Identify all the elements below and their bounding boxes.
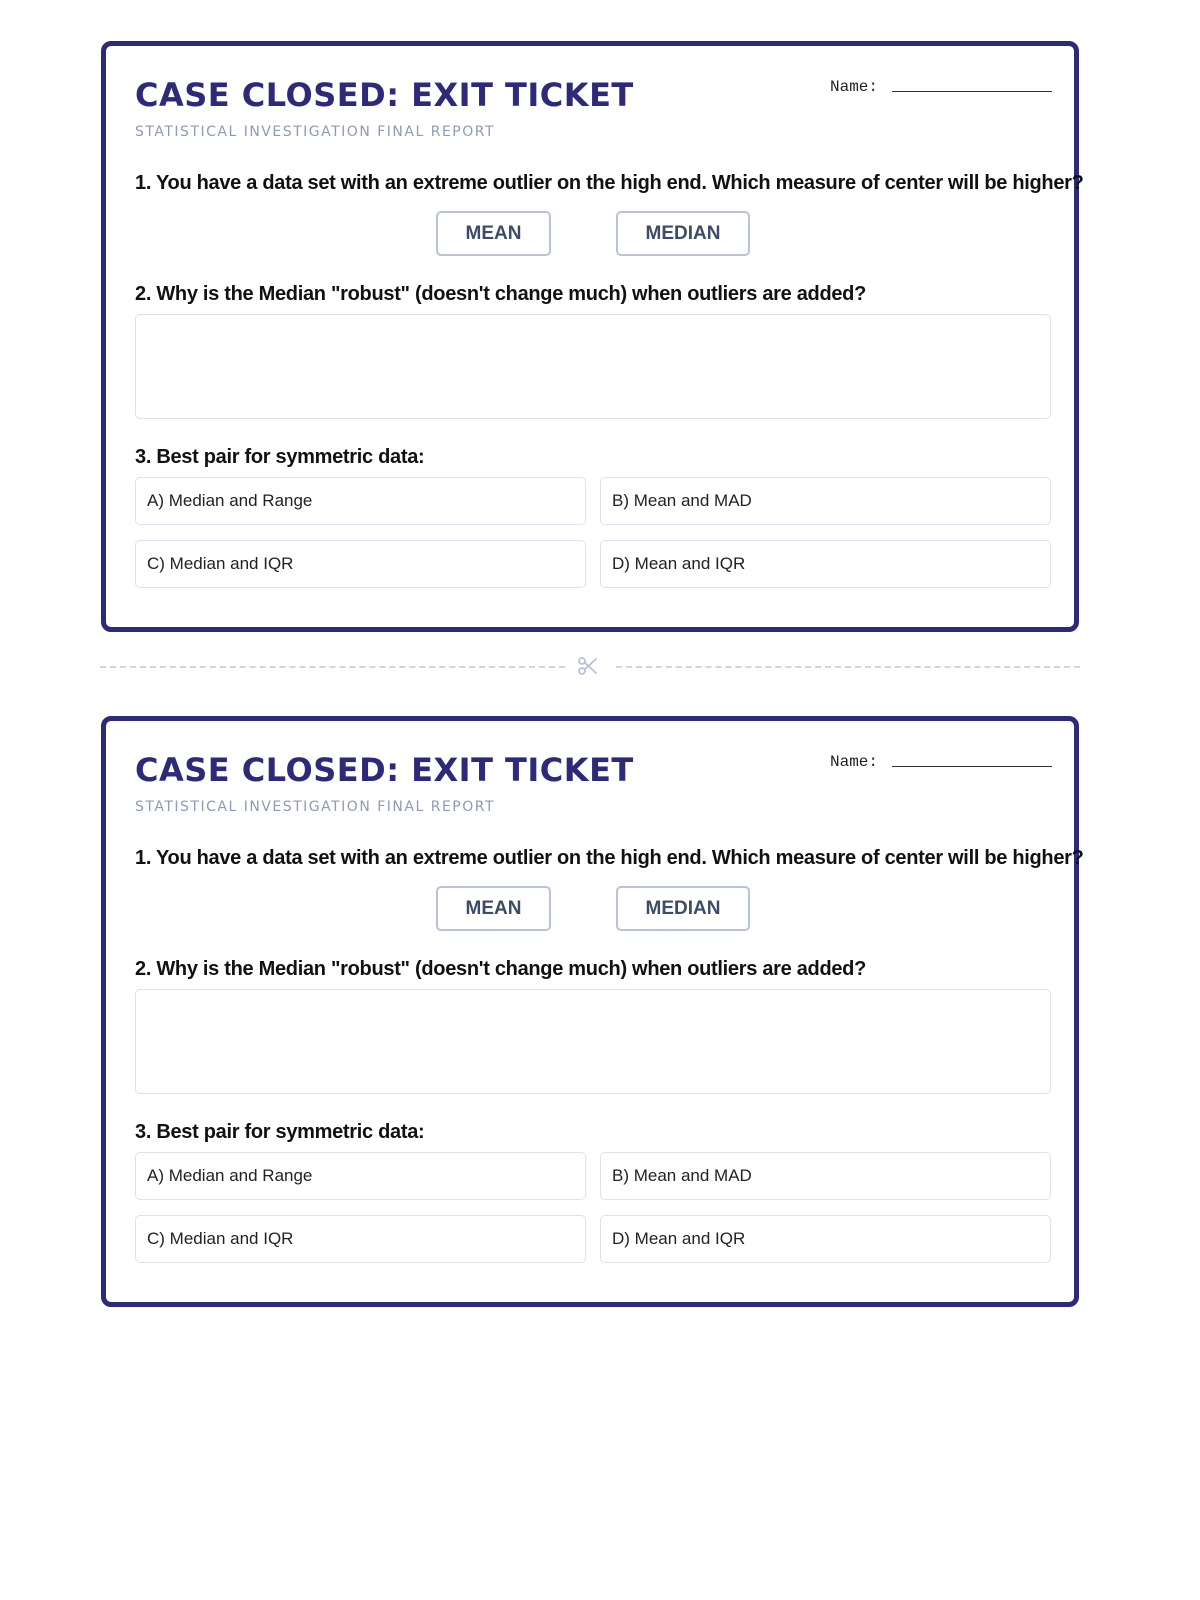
mean-button[interactable]: MEAN [436, 886, 551, 931]
ticket-subtitle: STATISTICAL INVESTIGATION FINAL REPORT [135, 799, 496, 815]
cut-line-left [100, 666, 565, 668]
cut-line-right [616, 666, 1080, 668]
question-2: 2. Why is the Median "robust" (doesn't change much) when outliers are added? [135, 958, 867, 980]
option-c[interactable]: C) Median and IQR [135, 540, 586, 588]
ticket-title: CASE CLOSED: EXIT TICKET [135, 76, 634, 114]
question-1: 1. You have a data set with an extreme outlier on the high end. Which measure of center will be higher? [135, 172, 1084, 194]
median-button[interactable]: MEDIAN [616, 211, 750, 256]
name-label: Name: [830, 78, 879, 96]
exit-ticket-card [101, 716, 1084, 1307]
ticket-title: CASE CLOSED: EXIT TICKET [135, 751, 634, 789]
option-a[interactable]: A) Median and Range [135, 477, 586, 525]
option-c[interactable]: C) Median and IQR [135, 1215, 586, 1263]
question-2: 2. Why is the Median "robust" (doesn't change much) when outliers are added? [135, 283, 867, 305]
question-1: 1. You have a data set with an extreme outlier on the high end. Which measure of center will be higher? [135, 847, 1084, 869]
median-button[interactable]: MEDIAN [616, 886, 750, 931]
option-d[interactable]: D) Mean and IQR [600, 1215, 1051, 1263]
mean-button[interactable]: MEAN [436, 211, 551, 256]
name-label: Name: [830, 753, 879, 771]
ticket-subtitle: STATISTICAL INVESTIGATION FINAL REPORT [135, 124, 496, 140]
question-3: 3. Best pair for symmetric data: [135, 446, 425, 468]
option-b[interactable]: B) Mean and MAD [600, 1152, 1051, 1200]
scissors-icon [576, 654, 600, 678]
option-a[interactable]: A) Median and Range [135, 1152, 586, 1200]
option-b[interactable]: B) Mean and MAD [600, 477, 1051, 525]
option-d[interactable]: D) Mean and IQR [600, 540, 1051, 588]
name-field[interactable] [892, 91, 1052, 92]
answer-textbox[interactable] [135, 989, 1051, 1094]
question-3: 3. Best pair for symmetric data: [135, 1121, 425, 1143]
name-field[interactable] [892, 766, 1052, 767]
exit-ticket-card [101, 41, 1084, 632]
answer-textbox[interactable] [135, 314, 1051, 419]
